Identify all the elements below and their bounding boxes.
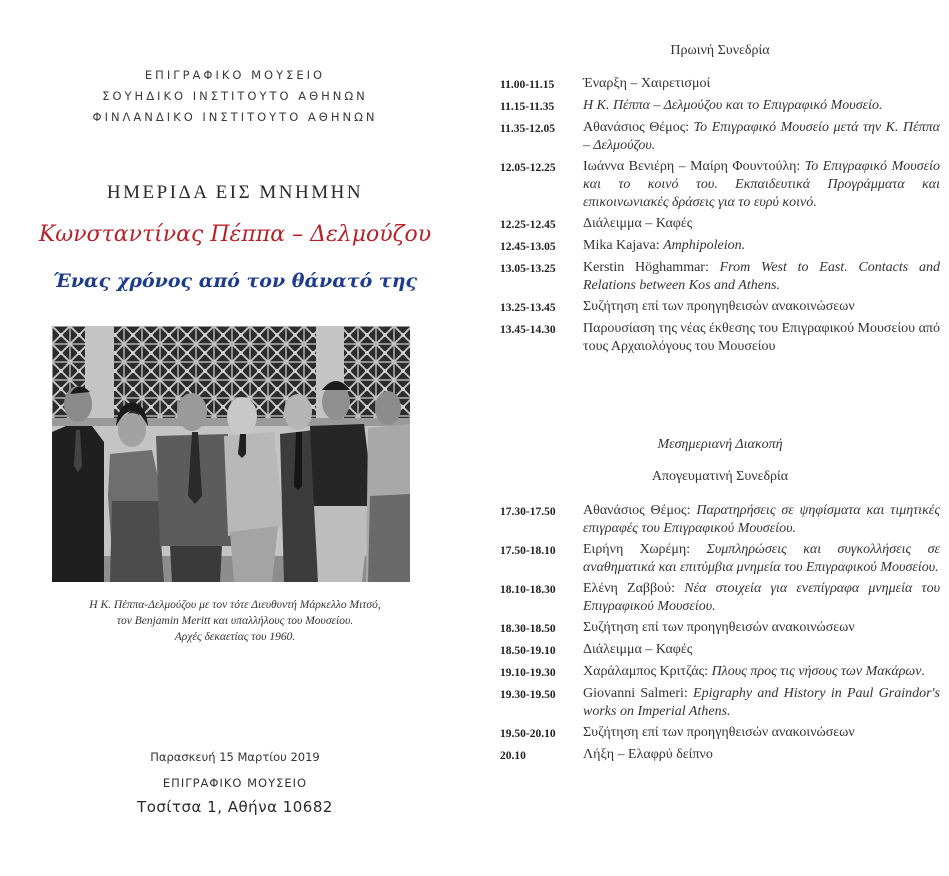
item-speaker: Kerstin Höghammar: [583,260,720,275]
event-type: ΗΜΕΡΙΔΑ ΕΙΣ ΜΝΗΜΗΝ [106,182,364,203]
programme-item [500,158,940,212]
item-description [583,724,940,743]
item-description [583,119,940,155]
item-title: Συμπληρώσεις και συγκολλήσεις σε αναθηματικά και επιτύμβια μνημεία του Επιγραφικού Μουσείου. [583,542,940,575]
item-speaker: Λήξη – Ελαφρύ δείπνο [583,747,713,762]
programme-item [500,641,940,660]
item-speaker: Συζήτηση επί των προηγηθεισών ανακοινώσεων [583,299,855,314]
item-time: 13.25-13.45 [500,302,556,314]
item-description [583,580,940,616]
item-speaker: Διάλειμμα – Καφές [583,642,693,657]
programme-item [500,97,940,116]
item-title: Το Επιγραφικό Μουσείο μετά την Κ. Πέππα – Δελμούζου. [583,120,940,153]
event-subtitle: Ένας χρόνος από τον θάνατό της [52,270,418,292]
caption-line-3: Αρχές δεκαετίας του 1960. [174,631,296,643]
lunch-break-label: Μεσημεριανή Διακοπή [657,437,783,452]
item-title: Το Επιγραφικό Μουσείο και το κοινό του. Εκπαιδευτικά Προγράμματα και επικοινωνιακές δράσεις για το ευρύ κοινό. [583,159,940,210]
item-speaker: Αθανάσιος Θέμος: [583,120,694,135]
programme-item [500,298,940,317]
item-speaker: Συζήτηση επί των προηγηθεισών ανακοινώσεων [583,620,855,635]
programme-item [500,75,940,94]
item-description [583,215,940,234]
event-address: Τοσίτσα 1, Αθήνα 10682 [137,798,333,816]
item-time: 12.25-12.45 [500,219,556,231]
programme [500,0,940,876]
afternoon-programme-list [500,502,940,768]
item-time: 11.15-11.35 [500,101,555,113]
item-description [583,158,940,212]
programme-item [500,237,940,256]
caption-line-2: τον Benjamin Meritt και υπαλλήλους του Μουσείου. [116,615,354,627]
item-description [583,75,940,94]
item-speaker: Χαράλαμπος Κριτζάς: [583,664,712,679]
item-speaker: Ιωάννα Βενιέρη – Μαίρη Φουντούλη: [583,159,805,174]
morning-programme-list [500,75,940,359]
programme-item [500,502,940,538]
item-speaker: Διάλειμμα – Καφές [583,216,693,231]
item-speaker: Αθανάσιος Θέμος: [583,503,697,518]
item-description [583,663,940,682]
institution-2: ΣΟΥΗΔΙΚΟ ΙΝΣΤΙΤΟΥΤΟ ΑΘΗΝΩΝ [102,89,368,103]
invitation-cover [0,0,470,876]
item-description [583,237,940,256]
item-speaker: Συζήτηση επί των προηγηθεισών ανακοινώσεων [583,725,855,740]
photo-caption [0,597,470,645]
item-speaker: Ειρήνη Χωρέμη: [583,542,707,557]
event-date: Παρασκευή 15 Μαρτίου 2019 [150,750,320,764]
photo-graphic [52,326,410,582]
item-description [583,298,940,317]
programme-item [500,685,940,721]
item-description [583,641,940,660]
item-description [583,97,940,116]
item-title: Epigraphy and History in Paul Graindor's works on Imperial Athens. [583,686,940,719]
item-title: Πλους προς τις νήσους των Μακάρων. [711,664,926,679]
item-speaker: Έναρξη – Χαιρετισμοί [583,76,711,91]
item-time: 19.50-20.10 [500,728,556,740]
programme-item [500,663,940,682]
item-time: 20.10 [500,750,526,762]
caption-line-1: Η Κ. Πέππα-Δελμούζου με τον τότε Διευθυντή Μάρκελλο Μιτσό, [89,599,381,611]
item-description [583,746,940,765]
item-speaker: Ελένη Ζαββού: [583,581,685,596]
group-photo [52,326,410,582]
item-time: 12.05-12.25 [500,162,556,174]
item-time: 11.00-11.15 [500,79,555,91]
item-time: 17.30-17.50 [500,506,556,518]
item-time: 18.10-18.30 [500,584,556,596]
item-time: 13.05-13.25 [500,263,556,275]
programme-item [500,580,940,616]
item-description [583,320,940,356]
item-time: 11.35-12.05 [500,123,555,135]
item-time: 17.50-18.10 [500,545,556,557]
item-time: 13.45-14.30 [500,324,556,336]
programme-item [500,724,940,743]
item-title: Amphipoleion. [663,238,746,253]
item-speaker: Mika Kajava: [583,238,664,253]
programme-item [500,746,940,765]
institution-1: ΕΠΙΓΡΑΦΙΚΟ ΜΟΥΣΕΙΟ [144,68,326,82]
programme-item [500,119,940,155]
item-description [583,259,940,295]
morning-session-title: Πρωινή Συνεδρία [670,43,770,58]
programme-item [500,215,940,234]
afternoon-session-title: Απογευματινή Συνεδρία [651,469,789,484]
programme-item [500,259,940,295]
item-title: Παρατηρήσεις σε ψηφίσματα και τιμητικές επιγραφές του Επιγραφικού Μουσείου. [583,503,940,536]
item-time: 18.30-18.50 [500,623,556,635]
item-description [583,502,940,538]
item-time: 19.30-19.50 [500,689,556,701]
item-title: Η Κ. Πέππα – Δελμούζου και το Επιγραφικό Μουσείο. [583,98,883,113]
item-speaker: Giovanni Salmeri: [583,686,694,701]
item-speaker: Παρουσίαση της νέας έκθεσης του Επιγραφικού Μουσείου από τους Αρχαιολόγους του Μουσείου [583,321,940,354]
programme-item [500,320,940,356]
item-time: 18.50-19.10 [500,645,556,657]
event-venue: ΕΠΙΓΡΑΦΙΚΟ ΜΟΥΣΕΙΟ [162,776,308,790]
programme-item [500,619,940,638]
item-description [583,541,940,577]
item-title: Νέα στοιχεία για ενεπίγραφα μνημεία του Επιγραφικού Μουσείου. [583,581,940,614]
honoree-name: Κωνσταντίνας Πέππα – Δελμούζου [38,222,432,247]
item-time: 12.45-13.05 [500,241,556,253]
item-description [583,619,940,638]
item-description [583,685,940,721]
item-title: From West to East. Contacts and Relations between Kos and Athens. [583,260,940,293]
institution-3: ΦΙΝΛΑΝΔΙΚΟ ΙΝΣΤΙΤΟΥΤΟ ΑΘΗΝΩΝ [92,110,378,124]
programme-item [500,541,940,577]
item-time: 19.10-19.30 [500,667,556,679]
